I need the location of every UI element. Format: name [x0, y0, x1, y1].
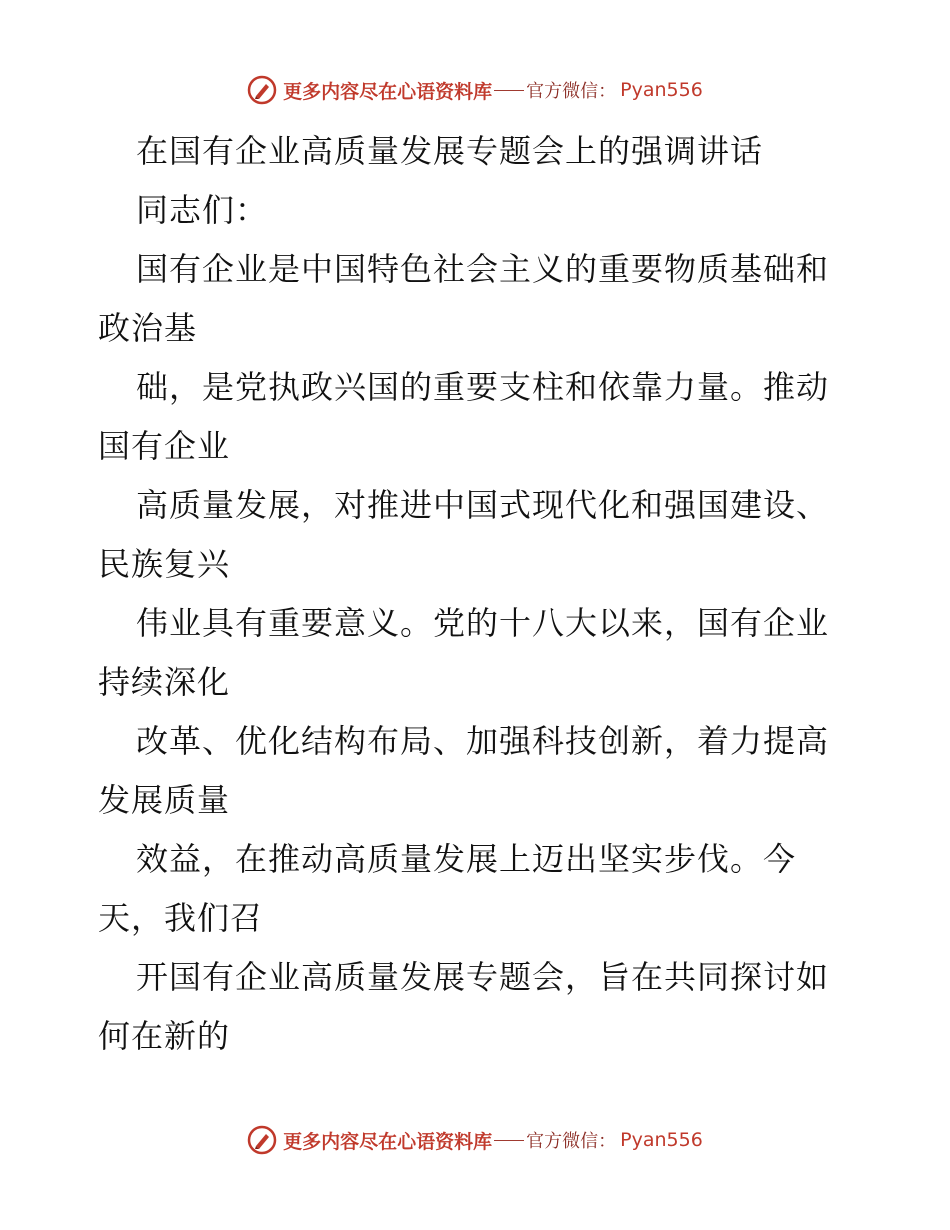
text-line: 发展质量 [98, 781, 231, 819]
text-line: 伟业具有重要意义。党的十八大以来，国有企业 [136, 604, 830, 642]
salutation: 同志们： [136, 191, 269, 229]
text-line: 础，是党执政兴国的重要支柱和依靠力量。推动 [136, 368, 830, 406]
text-line: 改革、优化结构布局、加强科技创新，着力提高 [136, 722, 830, 760]
banner-wechat-label: 官方微信： [526, 1131, 617, 1152]
pen-logo-icon [247, 1125, 277, 1155]
banner-text: 更多内容尽在心语资料库 [283, 1130, 493, 1153]
text-line: 民族复兴 [98, 545, 231, 583]
footer-watermark-banner [0, 1120, 950, 1160]
text-line: 政治基 [98, 309, 198, 347]
banner-handle: Pyan556 [620, 1129, 703, 1151]
text-line: 何在新的 [98, 1017, 231, 1055]
text-line: 持续深化 [98, 663, 231, 701]
text-line: 开国有企业高质量发展专题会，旨在共同探讨如 [136, 958, 830, 996]
banner-handle: Pyan556 [620, 79, 703, 101]
text-line: 天，我们召 [98, 899, 264, 937]
banner-text: 更多内容尽在心语资料库 [283, 80, 493, 103]
text-line: 高质量发展，对推进中国式现代化和强国建设、 [136, 486, 830, 524]
document-body [98, 122, 858, 1066]
banner-separator [494, 1140, 524, 1141]
banner-separator [494, 90, 524, 91]
paragraph-lines [98, 240, 858, 1066]
document-title: 在国有企业高质量发展专题会上的强调讲话 [136, 132, 764, 170]
header-watermark-banner [0, 70, 950, 110]
text-line: 效益，在推动高质量发展上迈出坚实步伐。今 [136, 840, 797, 878]
text-line: 国有企业 [98, 427, 231, 465]
text-line: 国有企业是中国特色社会主义的重要物质基础和 [136, 250, 830, 288]
pen-logo-icon [247, 75, 277, 105]
banner-wechat-label: 官方微信： [526, 81, 617, 102]
